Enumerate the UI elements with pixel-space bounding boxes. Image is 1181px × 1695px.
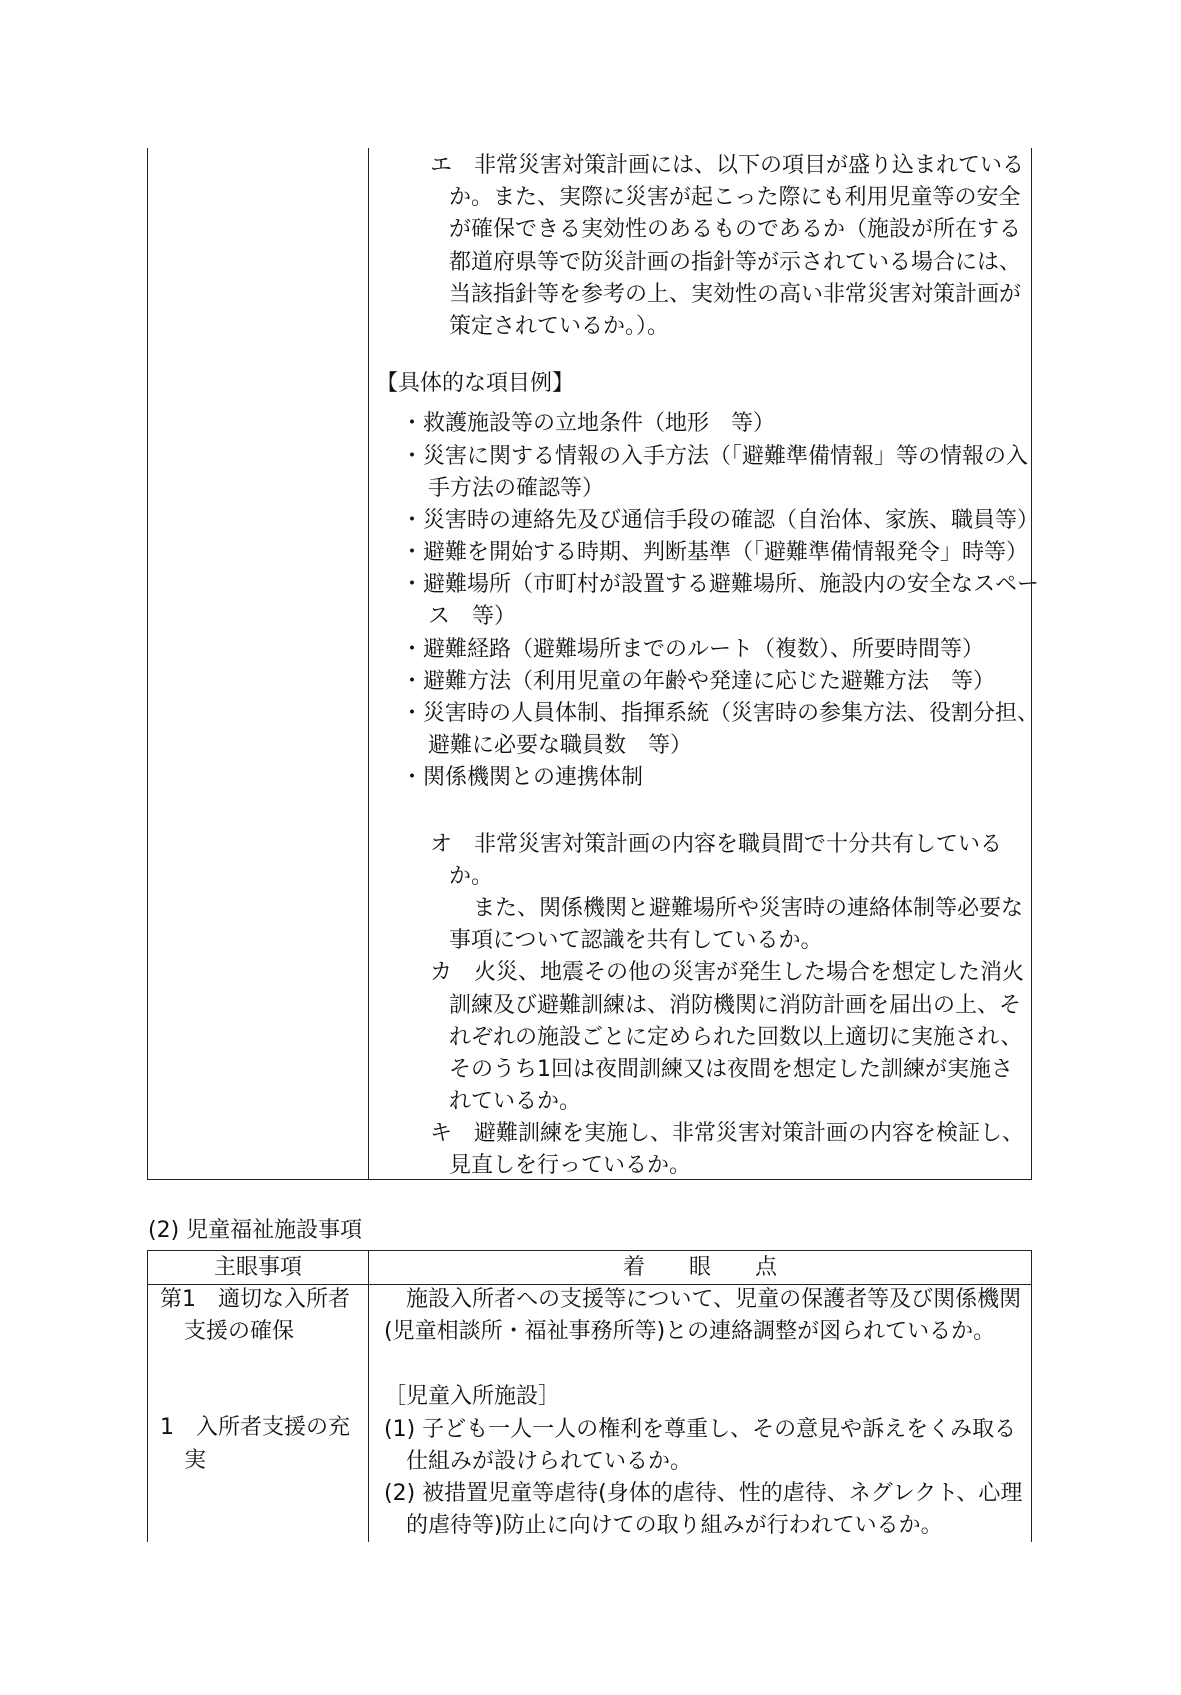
table-header — [148, 1251, 1031, 1285]
text-line: (1) 子ども一人一人の権利を尊重し、その意見や訴えをくみ取る — [384, 1416, 1017, 1442]
text-line: エ 非常災害対策計画には、以下の項目が盛り込まれている — [430, 153, 1025, 178]
header-check-points: 着 眼 点 — [622, 1255, 777, 1280]
example-bullet — [369, 441, 1031, 505]
main-item-1 — [148, 1284, 368, 1348]
text-line: 仕組みが設けられているか。 — [406, 1448, 693, 1474]
text-line: れているか。 — [449, 1089, 582, 1115]
example-bullet — [369, 698, 1040, 762]
text-line: そのうち1回は夜間訓練又は夜間を想定した訓練が実施さ — [449, 1056, 1013, 1082]
text-line: 支援の確保 — [184, 1319, 295, 1345]
text-line: オ 非常災害対策計画の内容を職員間で十分共有している — [430, 831, 1003, 857]
text-line: 当該指針等を参考の上、実効性の高い非常災害対策計画が — [449, 281, 1022, 307]
text-line: 見直しを行っているか。 — [449, 1153, 692, 1179]
check-item-e — [369, 150, 1031, 343]
text-line: 訓練及び避難訓練は、消防機関に消防計画を届出の上、そ — [449, 992, 1022, 1018]
text-line: 手方法の確認等） — [428, 475, 605, 501]
text-line: 的虐待等)防止に向けての取り組みが行われているか。 — [406, 1513, 943, 1539]
example-bullet — [369, 634, 1031, 666]
text-line: ・災害に関する情報の入手方法（「避難準備情報」等の情報の入 — [401, 443, 1029, 469]
check-item-o-continued — [369, 893, 1031, 957]
text-line: (児童相談所・福祉事務所等)との連絡調整が図られているか。 — [384, 1319, 996, 1345]
text-line: 【具体的な項目例】 — [376, 371, 575, 397]
text-line: れぞれの施設ごとに定められた回数以上適切に実施され、 — [449, 1024, 1023, 1050]
text-line: 策定されているか。）。 — [449, 313, 670, 339]
facility-heading — [369, 1381, 1031, 1413]
check-item-ki — [369, 1118, 1031, 1182]
check-point-2 — [369, 1478, 1031, 1542]
examples-heading — [361, 368, 1031, 400]
text-line: 事項について認識を共有しているか。 — [449, 928, 823, 954]
check-item-ka — [369, 957, 1031, 1118]
text-line: ・救護施設等の立地条件（地形 等） — [401, 411, 776, 437]
text-line: が確保できる実効性のあるものであるか（施設が所在する — [449, 217, 1022, 243]
check-point-column — [369, 148, 1040, 1183]
example-bullet — [369, 762, 1031, 794]
text-line: (2) 被措置児童等虐待(身体的虐待、性的虐待、ネグレクト、心理 — [384, 1480, 1023, 1506]
text-line: ・避難方法（利用児童の年齢や発達に応じた避難方法 等） — [401, 668, 996, 694]
text-line: 避難に必要な職員数 等） — [428, 733, 693, 759]
example-bullet — [369, 537, 1031, 569]
example-bullet — [369, 569, 1040, 633]
text-line: 都道府県等で防災計画の指針等が示されている場合には、 — [449, 249, 1022, 275]
section-title: (2) 児童福祉施設事項 — [148, 1218, 363, 1243]
text-line: カ 火災、地震その他の災害が発生した場合を想定した消火 — [430, 960, 1025, 986]
text-line: 実 — [184, 1447, 207, 1473]
header-main-items: 主眼事項 — [213, 1255, 302, 1280]
text-line: ・避難場所（市町村が設置する避難場所、施設内の安全なスペー — [401, 572, 1040, 598]
text-line: ・災害時の連絡先及び通信手段の確認（自治体、家族、職員等） — [401, 507, 1040, 533]
example-bullet — [369, 505, 1040, 537]
example-bullet — [369, 408, 1031, 440]
intro-paragraph — [369, 1284, 1031, 1348]
text-line: ス 等） — [428, 604, 517, 630]
text-line: また、関係機関と避難場所や災害時の連絡体制等必要な — [473, 895, 1024, 921]
main-item-1-1 — [148, 1412, 368, 1476]
check-point-column — [369, 1284, 1031, 1542]
text-line: 施設入所者への支援等について、児童の保護者等及び関係機関 — [384, 1287, 1022, 1312]
text-line: ・避難を開始する時期、判断基準（「避難準備情報発令」時等） — [401, 540, 1029, 566]
main-item-column — [148, 1284, 368, 1477]
text-line: 第1 適切な入所者 — [160, 1287, 350, 1312]
check-point-1 — [369, 1414, 1031, 1478]
text-line: か。 — [449, 863, 494, 889]
child-welfare-facility-table — [147, 1250, 1032, 1542]
check-item-o — [369, 829, 1031, 893]
text-line: キ 避難訓練を実施し、非常災害対策計画の内容を検証し、 — [430, 1121, 1025, 1147]
example-bullet — [369, 666, 1031, 698]
text-line: ［児童入所施設］ — [384, 1384, 561, 1410]
text-line: ・避難経路（避難場所までのルート（複数）、所要時間等） — [401, 636, 985, 662]
inspection-table-continued — [147, 148, 1040, 1180]
text-line: か。また、実際に災害が起こった際にも利用児童等の安全 — [449, 185, 1021, 211]
text-line: ・関係機関との連携体制 — [401, 765, 644, 791]
text-line: 1 入所者支援の充 — [160, 1415, 350, 1441]
text-line: ・災害時の人員体制、指揮系統（災害時の参集方法、役割分担、 — [401, 701, 1040, 726]
